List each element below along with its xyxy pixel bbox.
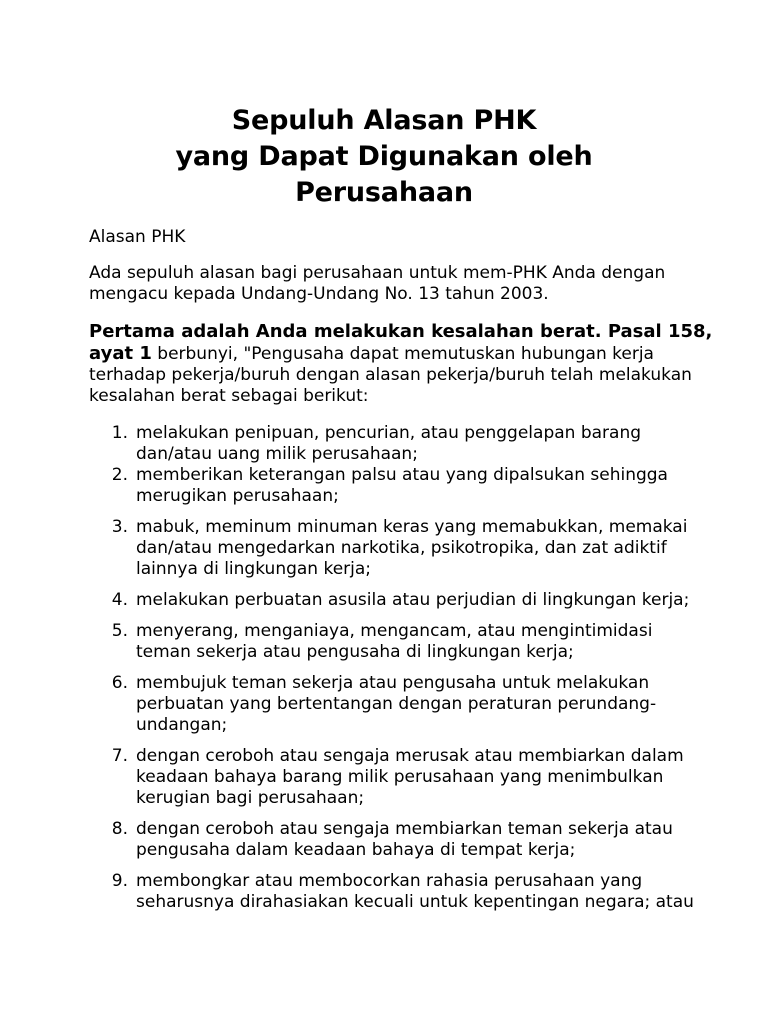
intro-line: Ada sepuluh alasan bagi perusahaan untuk mem-PHK Anda dengan [89,263,666,283]
first-reason-line: kesalahan berat sebagai berikut: [89,386,369,406]
list-item-line: membongkar atau membocorkan rahasia perusahaan yang [136,871,643,891]
list-item [89,746,689,809]
list-item-line: teman sekerja atau pengusaha di lingkungan kerja; [136,642,574,662]
list-number: 7. [111,746,128,766]
list-item [89,423,689,465]
list-item [89,517,689,580]
list-item-line: undangan; [136,715,228,735]
list-number: 1. [111,423,128,443]
list-item-line: mabuk, meminum minuman keras yang memabukkan, memakai [136,517,688,537]
list-item-line: membujuk teman sekerja atau pengusaha untuk melakukan [136,673,650,693]
list-item-line: menyerang, menganiaya, mengancam, atau mengintimidasi [136,621,653,641]
title-line: yang Dapat Digunakan oleh [175,141,593,172]
article-reference: ayat 1 [89,343,152,364]
list-item-line: keadaan bahaya barang milik perusahaan yang menimbulkan [136,767,664,787]
list-item-line: kerugian bagi perusahaan; [136,788,365,808]
first-reason-bold: Pertama adalah Anda melakukan kesalahan berat. Pasal 158, [89,321,713,342]
page-title [60,103,708,211]
section-heading: Alasan PHK [89,227,186,247]
list-item-line: perbuatan yang bertentangan dengan peraturan perundang- [136,694,657,714]
title-line: Perusahaan [295,177,473,208]
list-item-line: dengan ceroboh atau sengaja merusak atau membiarkan dalam [136,746,684,766]
intro-line: mengacu kepada Undang-Undang No. 13 tahun 2003. [89,284,549,304]
list-item-line: lainnya di lingkungan kerja; [136,559,372,579]
first-reason-line [89,321,713,343]
list-item-line: dan/atau mengedarkan narkotika, psikotropika, dan zat adiktif [136,538,667,558]
list-item-line: melakukan penipuan, pencurian, atau penggelapan barang [136,423,642,443]
list-item [89,673,689,736]
first-reason-text: berbunyi, "Pengusaha dapat memutuskan hubungan kerja [151,344,654,364]
list-item-line: dengan ceroboh atau sengaja membiarkan teman sekerja atau [136,819,673,839]
first-reason-line [89,343,689,365]
list-number: 5. [111,621,128,641]
list-number: 8. [111,819,128,839]
list-number: 2. [111,465,128,485]
list-item-line: merugikan perusahaan; [136,486,339,506]
list-item-line: melakukan perbuatan asusila atau perjudian di lingkungan kerja; [136,590,690,610]
first-reason-paragraph [89,321,713,407]
list-item [89,590,689,611]
title-line: Sepuluh Alasan PHK [231,105,537,136]
list-number: 6. [111,673,128,693]
list-item [89,621,689,663]
list-number: 4. [111,590,128,610]
list-item [89,871,694,913]
intro-paragraph [89,263,689,305]
list-number: 3. [111,517,128,537]
list-item [89,819,689,861]
list-item [89,465,689,507]
list-item-line: dan/atau uang milik perusahaan; [136,444,418,464]
list-number: 9. [111,871,128,891]
list-item-line: seharusnya dirahasiakan kecuali untuk kepentingan negara; atau [136,892,694,912]
reasons-list [89,423,694,913]
first-reason-line: terhadap pekerja/buruh dengan alasan pekerja/buruh telah melakukan [89,365,692,385]
list-item-line: memberikan keterangan palsu atau yang dipalsukan sehingga [136,465,668,485]
list-item-line: pengusaha dalam keadaan bahaya di tempat kerja; [136,840,576,860]
